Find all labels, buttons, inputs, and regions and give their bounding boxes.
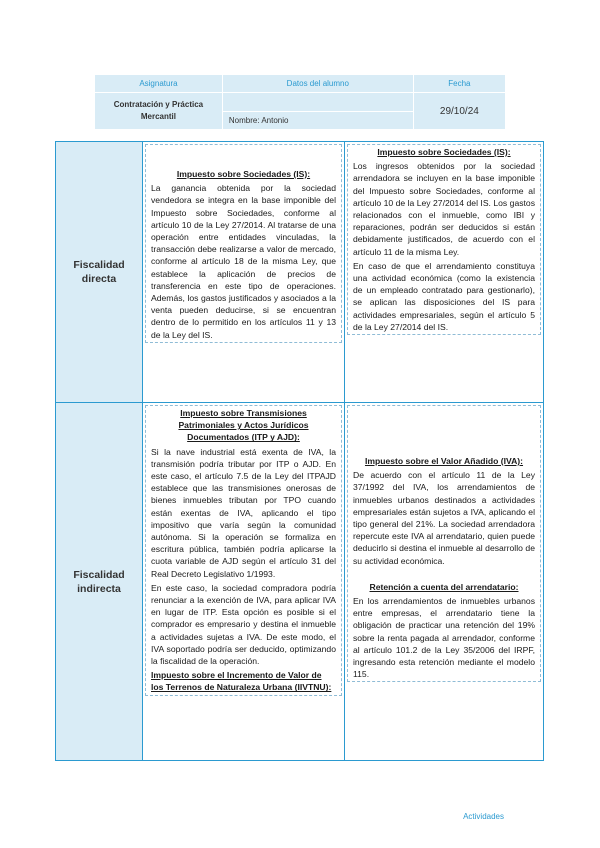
cell-indirecta-arrendamiento [345, 403, 544, 761]
label-directa-line-2: directa [81, 273, 117, 285]
title-retencion: Retención a cuenta del arrendatario: [369, 581, 519, 592]
text-is-venta: La ganancia obtenida por la sociedad vendedora se integra en la base imponible del Impuesto sobre Sociedades, conforme al artículo 10 de la Ley 27/2014. Al tratarse de una operación entre entidades vinculadas, la transacción debe realizarse a valor de mercado, conforme al artículo 18 de la misma Ley, que establece la aplicación de precios de transferencia en este tipo de operaciones. Además, los gastos justificados y asociados a la venta pueden deducirse, si se encuentran dentro de lo permitido en los artículos 11 y 13 de la Ley del IS. [151, 183, 336, 340]
alumno-nombre: Nombre: Antonio [222, 112, 413, 130]
title-itp-ajd: Impuesto sobre Transmisiones Patrimoniales y Actos Jurídicos Documentados (ITP y AJD): [178, 408, 309, 443]
header-fecha: Fecha [413, 75, 505, 93]
asignatura-line-2: Mercantil [140, 112, 176, 121]
header-table [94, 74, 506, 130]
header-datos-alumno: Datos del alumno [222, 75, 413, 93]
label-indirecta-line-1: Fiscalidad [73, 568, 125, 581]
label-fiscalidad-directa [56, 142, 143, 403]
title-iva: Impuesto sobre el Valor Añadido (IVA): [364, 456, 524, 466]
cell-indirecta-venta [143, 403, 345, 761]
cell-directa-arrendamiento [345, 142, 544, 403]
cell-directa-venta [143, 142, 345, 403]
text-retencion: En los arrendamientos de inmuebles urbanos entre empresas, el arrendatario tiene la obligación de practicar una retención del 19% sobre la renta pagada al arrendador, conforme al artículo 101.2 de la Ley 35/2006 del IRPF, ingresando esta retención mediante el modelo 115. [353, 596, 535, 680]
cell-indirecta-arrendamiento-box [347, 405, 541, 682]
title-is-venta: Impuesto sobre Sociedades (IS): [176, 169, 311, 179]
text-itp-ajd-2: En este caso, la sociedad compradora podría renunciar a la exención de IVA, para aplicar IVA en lugar de ITP. Esta opción es posible si el comprador es empresario y destina el inmueble a actividades sujetas a IVA. De este modo, el IVA soportado podría ser deducido, optimizando la fiscalidad de la operación. [151, 582, 336, 667]
title-is-arrendamiento: Impuesto sobre Sociedades (IS): [377, 147, 511, 157]
label-fiscalidad-indirecta [56, 403, 143, 761]
asignatura-line-1: Contratación y Práctica [113, 100, 204, 109]
header-asignatura: Asignatura [95, 75, 223, 93]
footer-actividades: Actividades [463, 812, 504, 821]
text-is-arrendamiento-1: Los ingresos obtenidos por la sociedad arrendadora se incluyen en la base imponible del Impuesto sobre Sociedades, conforme al artículo 10 de la Ley 27/2014 del IS. Los gastos relacionados con el inmueble, como IBI y reparaciones, podrán ser deducidos si están debidamente justificados, de acuerdo con el artículo 11 de la misma Ley. [353, 161, 535, 257]
asignatura-value [95, 93, 223, 130]
text-iva: De acuerdo con el artículo 11 de la Ley 37/1992 del IVA, los arrendamientos de inmuebles urbanos destinados a actividades empresariales están sujetos a IVA, aplicando el tipo general del 21%. La sociedad arrendadora repercute este IVA al arrendatario, quien puede deducirlo si destina el inmueble al desarrollo de su actividad económica. [353, 470, 535, 566]
cell-directa-venta-box [145, 144, 342, 343]
label-directa-line-1: Fiscalidad [73, 259, 125, 271]
content-table [55, 141, 544, 761]
cell-directa-arrendamiento-box [347, 144, 541, 335]
label-indirecta-line-2: indirecta [77, 582, 121, 595]
text-is-arrendamiento-2: En caso de que el arrendamiento constituya una actividad económica (como la existencia de un empleado contratado para gestionarlo), se aplican las disposiciones del IS para actividades empresariales, según el artículo 5 de la Ley 27/2014 del IS. [353, 260, 535, 332]
alumno-blank [222, 93, 413, 112]
title-iivtnu: Impuesto sobre el Incremento de Valor de los Terrenos de Naturaleza Urbana (IIVTNU): [151, 670, 332, 693]
text-itp-ajd-1: Si la nave industrial está exenta de IVA, la transmisión podría tributar por ITP o AJD. En este caso, el artículo 7.5 de la Ley del ITPAJD establece que las transmisiones onerosas de bienes inmuebles tributan por TPO cuando están exentas de IVA, aplicando el tipo impositivo que varía según la comunidad autónoma. Si la operación se formaliza en escritura pública, también podría aplicarse la cuota variable de AJD según el artículo 31 del Real Decreto Legislativo 1/1993. [151, 446, 336, 579]
cell-indirecta-venta-box [145, 405, 342, 696]
fecha-value: 29/10/24 [413, 93, 505, 130]
